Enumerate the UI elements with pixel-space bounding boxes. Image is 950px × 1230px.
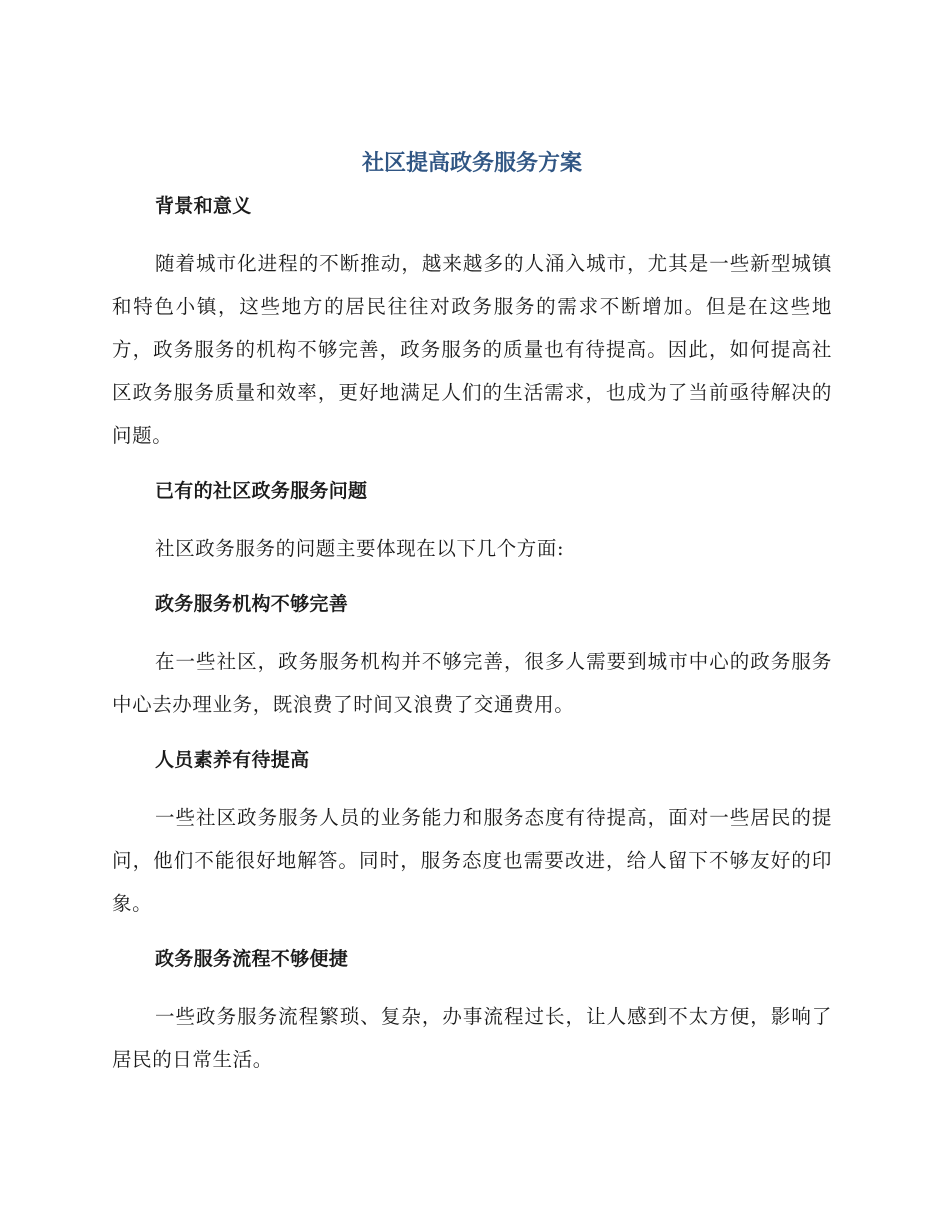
document-title: 社区提高政务服务方案	[361, 151, 582, 176]
section-paragraph-process: 一些政务服务流程繁琐、复杂，办事流程过长，让人感到不太方便，影响了居民的日常生活。	[112, 1005, 832, 1071]
section-heading-background: 背景和意义	[155, 195, 252, 217]
document-body	[112, 146, 832, 1081]
section-heading-staff: 人员素养有待提高	[155, 749, 310, 771]
section-heading-institutions: 政务服务机构不够完善	[155, 593, 349, 615]
section-paragraph-staff: 一些社区政务服务人员的业务能力和服务态度有待提高，面对一些居民的提问，他们不能很好地解答。同时，服务态度也需要改进，给人留下不够友好的印象。	[112, 806, 832, 915]
section-heading-process: 政务服务流程不够便捷	[155, 948, 349, 970]
section-paragraph-background: 随着城市化进程的不断推动，越来越多的人涌入城市，尤其是一些新型城镇和特色小镇，这些地方的居民往往对政务服务的需求不断增加。但是在这些地方，政务服务的机构不够完善，政务服务的质量也有待提高。因此，如何提高社区政务服务质量和效率，更好地满足人们的生活需求，也成为了当前亟待解决的问题。	[112, 252, 832, 447]
section-paragraph-institutions: 在一些社区，政务服务机构并不够完善，很多人需要到城市中心的政务服务中心去办理业务，既浪费了时间又浪费了交通费用。	[112, 650, 832, 716]
section-heading-existing-problems: 已有的社区政务服务问题	[155, 480, 368, 502]
section-paragraph-existing-problems: 社区政务服务的问题主要体现在以下几个方面:	[155, 537, 565, 560]
